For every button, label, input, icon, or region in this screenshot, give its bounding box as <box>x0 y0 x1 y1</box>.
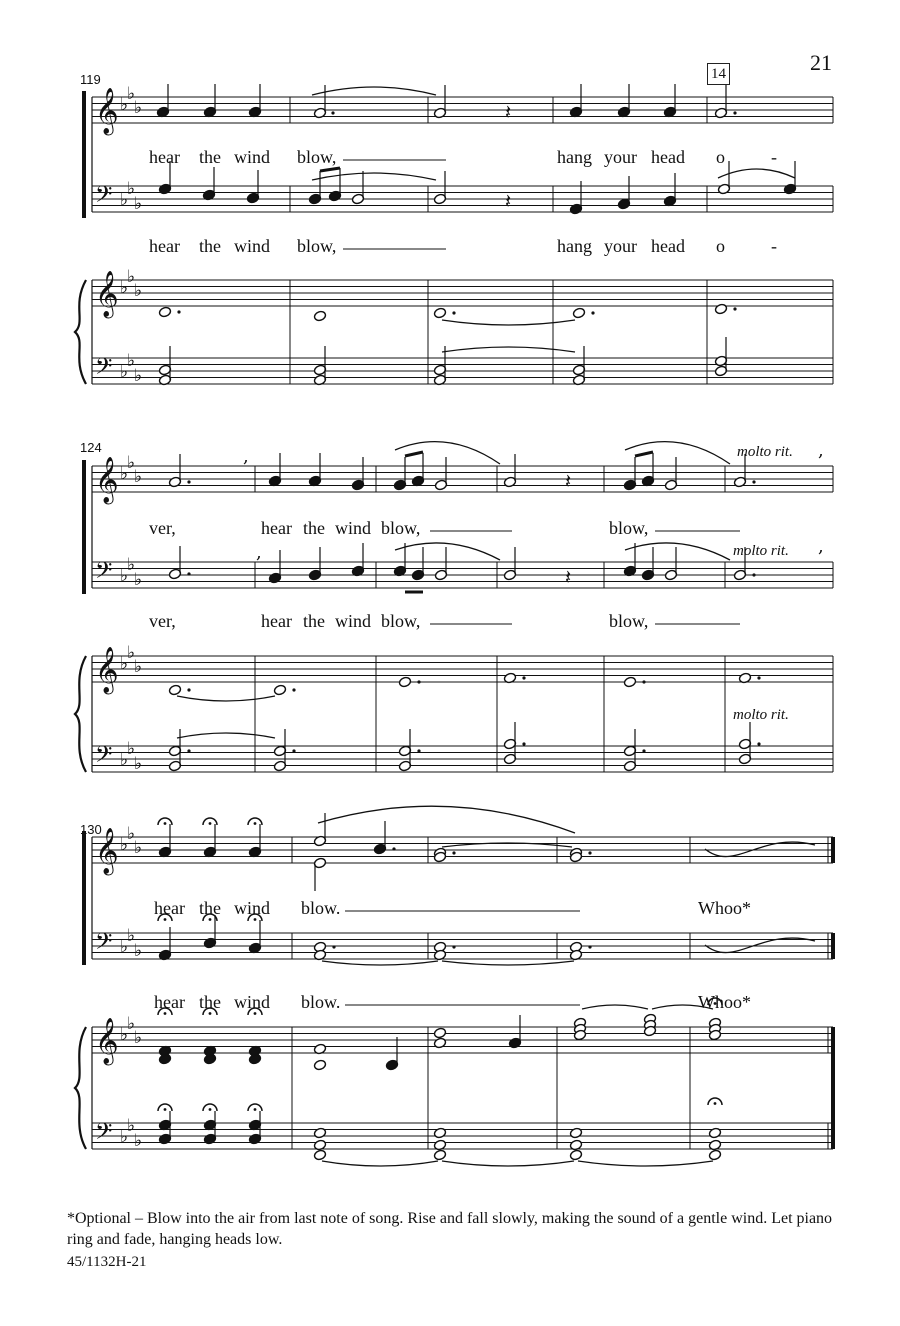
notehead <box>433 1027 446 1039</box>
tempo-marking: molto rit. <box>733 543 789 559</box>
augmentation-dot <box>331 111 334 114</box>
tempo-marking: molto rit. <box>733 707 789 723</box>
flat-icon: ♭ <box>127 267 136 287</box>
augmentation-dot <box>733 111 736 114</box>
lyric: blow, <box>381 611 421 631</box>
lyric: head <box>651 147 685 167</box>
tie <box>582 1005 648 1009</box>
notehead <box>623 676 636 688</box>
augmentation-dot <box>588 945 591 948</box>
flat-icon: ♭ <box>120 654 129 674</box>
flat-icon: ♭ <box>127 739 136 759</box>
choir-bracket <box>82 460 86 594</box>
footer-code: 45/1132H-21 <box>67 1254 147 1270</box>
lyric: wind <box>335 611 371 631</box>
measure-number: 119 <box>80 72 101 87</box>
tie <box>442 1161 574 1166</box>
augmentation-dot <box>332 945 335 948</box>
flat-icon: ♭ <box>120 1127 129 1147</box>
bass-clef-icon: 𝄢 <box>95 742 113 773</box>
augmentation-dot <box>757 742 760 745</box>
tie <box>442 320 575 325</box>
lyric: hear <box>149 147 180 167</box>
lyric: head <box>651 236 685 256</box>
flat-icon: ♭ <box>120 190 129 210</box>
flat-icon: ♭ <box>127 179 136 199</box>
augmentation-dot <box>187 480 190 483</box>
flat-icon: ♭ <box>120 1025 129 1045</box>
piano-brace <box>75 1027 86 1149</box>
tie <box>177 733 275 738</box>
augmentation-dot <box>452 851 455 854</box>
lyric-hyphen: - <box>771 236 777 256</box>
flat-icon: ♭ <box>134 1131 143 1151</box>
lyric: o <box>716 147 725 167</box>
lyric: wind <box>335 518 371 538</box>
slur <box>395 543 500 560</box>
lyric: the <box>199 898 221 918</box>
lyric: blow, <box>381 518 421 538</box>
notehead <box>158 306 171 318</box>
lyric: blow, <box>609 611 649 631</box>
tempo-marking: molto rit. <box>737 444 793 460</box>
wind-glissando <box>705 938 815 953</box>
tie <box>322 961 438 965</box>
augmentation-dot <box>757 676 760 679</box>
breath-mark: , <box>256 542 262 563</box>
flat-icon: ♭ <box>120 937 129 957</box>
augmentation-dot <box>187 572 190 575</box>
notehead <box>572 307 585 319</box>
flat-icon: ♭ <box>134 194 143 214</box>
lyric: blow. <box>301 898 341 918</box>
slur <box>312 87 436 95</box>
flat-icon: ♭ <box>120 750 129 770</box>
lyric: ver, <box>149 518 176 538</box>
flat-icon: ♭ <box>127 926 136 946</box>
bass-clef-icon: 𝄢 <box>95 354 113 385</box>
fermata-dot <box>714 1102 717 1105</box>
notehead <box>313 1127 326 1139</box>
wind-glissando <box>705 842 815 857</box>
augmentation-dot <box>752 480 755 483</box>
footnote: *Optional – Blow into the air from last note of song. Rise and fall slowly, making the sound of a gentle wind. Let piano ring and fade, hanging heads low. <box>67 1210 833 1248</box>
notehead <box>708 1127 721 1139</box>
fermata-dot <box>209 1108 212 1111</box>
lyric-hyphen: - <box>771 147 777 167</box>
flat-icon: ♭ <box>127 824 136 844</box>
notehead <box>433 1127 446 1139</box>
fermata-dot <box>209 822 212 825</box>
notehead <box>313 310 326 322</box>
lyric: hear <box>154 992 185 1012</box>
notehead <box>433 1037 446 1049</box>
bass-clef-icon: 𝄢 <box>95 558 113 589</box>
lyric: blow, <box>297 236 337 256</box>
quarter-rest: 𝄽 <box>565 565 572 589</box>
flat-icon: ♭ <box>134 570 143 590</box>
tie <box>578 1161 713 1166</box>
notehead <box>313 1059 326 1071</box>
rehearsal-mark: 14 <box>707 63 730 85</box>
flat-icon: ♭ <box>127 555 136 575</box>
augmentation-dot <box>417 749 420 752</box>
flat-icon: ♭ <box>134 467 143 487</box>
tie <box>177 696 275 701</box>
flat-icon: ♭ <box>134 941 143 961</box>
lyric: hang <box>557 147 592 167</box>
beam <box>405 452 423 456</box>
tie <box>322 1161 438 1166</box>
flat-icon: ♭ <box>120 278 129 298</box>
augmentation-dot <box>392 847 395 850</box>
notehead <box>433 307 446 319</box>
augmentation-dot <box>642 680 645 683</box>
lyric: the <box>199 236 221 256</box>
lyric: Whoo* <box>698 992 751 1012</box>
flat-icon: ♭ <box>120 362 129 382</box>
augmentation-dot <box>752 573 755 576</box>
fermata-dot <box>164 1108 167 1111</box>
measure-number: 130 <box>80 822 102 837</box>
notehead <box>273 684 286 696</box>
flat-icon: ♭ <box>134 657 143 677</box>
flat-icon: ♭ <box>120 464 129 484</box>
lyric: hang <box>557 236 592 256</box>
lyric: wind <box>234 147 270 167</box>
flat-icon: ♭ <box>134 1028 143 1048</box>
augmentation-dot <box>588 851 591 854</box>
notehead <box>168 684 181 696</box>
treble-clef-icon: 𝄞 <box>95 271 119 317</box>
lyric: hear <box>154 898 185 918</box>
fermata-dot <box>254 1108 257 1111</box>
choir-bracket <box>82 831 86 965</box>
lyric: the <box>303 518 325 538</box>
slur <box>318 806 575 833</box>
quarter-rest: 𝄽 <box>505 189 512 213</box>
flat-icon: ♭ <box>134 838 143 858</box>
flat-icon: ♭ <box>127 351 136 371</box>
breath-mark: , <box>818 440 824 461</box>
slur <box>625 442 730 464</box>
fermata-dot <box>254 822 257 825</box>
treble-clef-icon: 𝄞 <box>95 88 119 134</box>
lyric: blow, <box>609 518 649 538</box>
measure-number: 124 <box>80 440 102 455</box>
augmentation-dot <box>452 311 455 314</box>
flat-icon: ♭ <box>127 1116 136 1136</box>
fermata-dot <box>164 822 167 825</box>
page-number: 21 <box>810 50 832 75</box>
piano-brace <box>75 656 86 772</box>
flat-icon: ♭ <box>134 754 143 774</box>
augmentation-dot <box>642 749 645 752</box>
flat-icon: ♭ <box>127 84 136 104</box>
quarter-rest: 𝄽 <box>505 100 512 124</box>
lyric: your <box>604 236 637 256</box>
lyric: the <box>199 147 221 167</box>
quarter-rest: 𝄽 <box>565 469 572 493</box>
flat-icon: ♭ <box>120 95 129 115</box>
tie <box>442 961 574 965</box>
lyric: ver, <box>149 611 176 631</box>
lyric: the <box>303 611 325 631</box>
flat-icon: ♭ <box>120 835 129 855</box>
choir-bracket <box>82 91 86 218</box>
lyric: wind <box>234 236 270 256</box>
augmentation-dot <box>452 945 455 948</box>
lyric: blow, <box>297 147 337 167</box>
augmentation-dot <box>187 749 190 752</box>
augmentation-dot <box>292 688 295 691</box>
notehead <box>569 1149 582 1161</box>
lyric: wind <box>234 992 270 1012</box>
lyric: hear <box>261 611 292 631</box>
bass-clef-icon: 𝄢 <box>95 182 113 213</box>
flat-icon: ♭ <box>134 366 143 386</box>
flat-icon: ♭ <box>127 643 136 663</box>
flat-icon: ♭ <box>127 1014 136 1034</box>
lyric: Whoo* <box>698 898 751 918</box>
breath-mark: , <box>243 446 249 467</box>
lyric: hear <box>149 236 180 256</box>
augmentation-dot <box>417 680 420 683</box>
bass-clef-icon: 𝄢 <box>95 929 113 960</box>
notehead <box>398 676 411 688</box>
treble-clef-icon: 𝄞 <box>95 457 119 503</box>
lyric: wind <box>234 898 270 918</box>
piano-brace <box>75 280 86 384</box>
lyric: your <box>604 147 637 167</box>
tie <box>442 347 575 352</box>
augmentation-dot <box>733 307 736 310</box>
slur <box>395 442 500 464</box>
notehead <box>714 303 727 315</box>
slur <box>312 173 436 180</box>
beam <box>635 452 653 456</box>
beam <box>320 168 340 171</box>
augmentation-dot <box>522 676 525 679</box>
augmentation-dot <box>591 311 594 314</box>
lyric: the <box>199 992 221 1012</box>
treble-clef-icon: 𝄞 <box>95 1018 119 1064</box>
augmentation-dot <box>292 749 295 752</box>
flat-icon: ♭ <box>134 281 143 301</box>
augmentation-dot <box>177 310 180 313</box>
notehead <box>569 1127 582 1139</box>
flat-icon: ♭ <box>134 98 143 118</box>
breath-mark: , <box>818 536 824 557</box>
slur <box>625 543 730 560</box>
flat-icon: ♭ <box>127 453 136 473</box>
notehead <box>433 1149 446 1161</box>
notehead <box>313 1149 326 1161</box>
lyric: o <box>716 236 725 256</box>
bass-clef-icon: 𝄢 <box>95 1119 113 1150</box>
treble-clef-icon: 𝄞 <box>95 647 119 693</box>
augmentation-dot <box>187 688 190 691</box>
lyric: blow. <box>301 992 341 1012</box>
lyric: hear <box>261 518 292 538</box>
notehead <box>708 1149 721 1161</box>
flat-icon: ♭ <box>120 566 129 586</box>
augmentation-dot <box>522 742 525 745</box>
treble-clef-icon: 𝄞 <box>95 828 119 874</box>
